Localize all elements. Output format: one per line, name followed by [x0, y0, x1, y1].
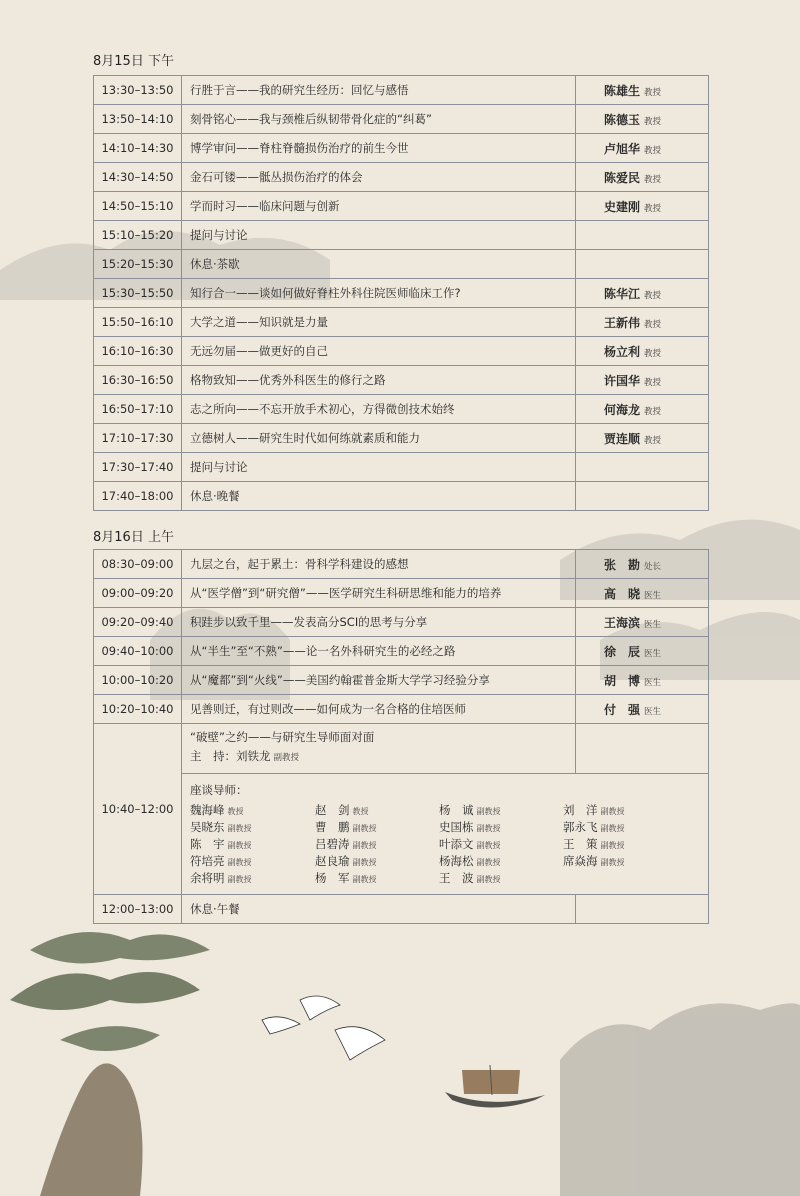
session-speaker — [576, 637, 709, 666]
speaker-name: 卢旭华 — [604, 141, 641, 156]
mentors-label: 座谈导师： — [190, 783, 248, 797]
session-topic: 积跬步以致千里——发表高分SCI的思考与分享 — [182, 608, 576, 637]
mentor-item — [563, 802, 673, 818]
session-speaker — [576, 279, 709, 308]
session-time: 17:30–17:40 — [94, 453, 182, 482]
session-speaker — [576, 250, 709, 279]
mentor-title: 副教授 — [476, 807, 501, 816]
table-row — [94, 366, 709, 395]
section-title-aug16: 8月16日 上午 — [93, 530, 174, 545]
speaker-title: 医生 — [644, 590, 662, 601]
mentor-title: 副教授 — [476, 824, 501, 833]
mentor-title: 副教授 — [600, 858, 625, 867]
mentor-title: 副教授 — [476, 841, 501, 850]
session-topic: 志之所向——不忘开放手术初心，方得微创技术始终 — [182, 395, 576, 424]
session-topic: 休息·午餐 — [182, 895, 576, 924]
mentors-cell — [182, 774, 709, 895]
session-speaker — [576, 579, 709, 608]
speaker-title: 医生 — [644, 619, 662, 630]
table-row — [94, 308, 709, 337]
table-row — [94, 76, 709, 105]
mentor-name: 魏海峰 — [190, 803, 225, 817]
session-time: 08:30–09:00 — [94, 550, 182, 579]
session-speaker — [576, 105, 709, 134]
session-time: 12:00–13:00 — [94, 895, 182, 924]
session-speaker — [576, 895, 709, 924]
mentor-name: 吴晓东 — [190, 820, 225, 834]
mentor-item — [563, 836, 673, 852]
mentor-title: 教授 — [227, 807, 244, 816]
session-time: 15:20–15:30 — [94, 250, 182, 279]
mentor-name: 王 策 — [563, 837, 598, 851]
session-topic: 从“魔都”到“火线”——美国约翰霍普金斯大学学习经验分享 — [182, 666, 576, 695]
speaker-title: 教授 — [644, 145, 662, 156]
session-time: 14:30–14:50 — [94, 163, 182, 192]
session-time: 15:10–15:20 — [94, 221, 182, 250]
speaker-title: 医生 — [644, 648, 662, 659]
mentor-item — [439, 802, 563, 818]
mentor-title: 副教授 — [476, 875, 501, 884]
table-row — [94, 192, 709, 221]
host-label: 主 持： — [190, 749, 236, 763]
mentor-title: 副教授 — [227, 875, 252, 884]
mentor-name: 曹 鹏 — [315, 820, 350, 834]
session-time: 09:40–10:00 — [94, 637, 182, 666]
mentor-title: 副教授 — [227, 841, 252, 850]
mentor-name: 余将明 — [190, 871, 225, 885]
session-topic: 刻骨铭心——我与颈椎后纵韧带骨化症的“纠葛” — [182, 105, 576, 134]
mentor-name: 席焱海 — [563, 854, 598, 868]
speaker-title: 处长 — [644, 561, 662, 572]
speaker-title: 教授 — [644, 348, 662, 359]
mentor-title: 副教授 — [600, 841, 625, 850]
session-speaker — [576, 608, 709, 637]
mentor-title: 副教授 — [227, 824, 252, 833]
table-row — [94, 395, 709, 424]
speaker-name: 贾连顺 — [604, 431, 641, 446]
mentor-item — [190, 853, 315, 869]
speaker-title: 教授 — [644, 87, 662, 98]
session-topic: 金石可镂——骶丛损伤治疗的体会 — [182, 163, 576, 192]
session-time: 14:50–15:10 — [94, 192, 182, 221]
session-speaker — [576, 395, 709, 424]
speaker-name: 陈华江 — [604, 286, 641, 301]
panel-topic-cell — [182, 724, 576, 774]
table-row — [94, 221, 709, 250]
mentor-item — [439, 819, 563, 835]
mentor-item — [439, 836, 563, 852]
mentor-name: 杨 军 — [315, 871, 350, 885]
mentor-item — [190, 802, 315, 818]
speaker-name: 何海龙 — [604, 402, 641, 417]
table-row — [94, 579, 709, 608]
mentor-title: 副教授 — [352, 858, 377, 867]
table-row — [94, 105, 709, 134]
speaker-name: 陈雄生 — [604, 83, 641, 98]
table-row — [94, 637, 709, 666]
session-topic: 九层之台，起于累土：骨科学科建设的感想 — [182, 550, 576, 579]
session-topic: 休息·晚餐 — [182, 482, 576, 511]
mentor-name: 王 波 — [439, 871, 474, 885]
speaker-title: 教授 — [644, 174, 662, 185]
section-title-aug15: 8月15日 下午 — [93, 54, 174, 69]
speaker-name: 史建刚 — [604, 199, 641, 214]
session-topic: 见善则迁，有过则改——如何成为一名合格的住培医师 — [182, 695, 576, 724]
mentor-name: 赵 剑 — [315, 803, 350, 817]
session-speaker — [576, 366, 709, 395]
mentor-grid — [190, 802, 700, 886]
speaker-name: 杨立利 — [604, 344, 641, 359]
speaker-name: 陈爱民 — [604, 170, 641, 185]
session-time: 16:30–16:50 — [94, 366, 182, 395]
table-row — [94, 608, 709, 637]
table-row — [94, 666, 709, 695]
session-topic: 提问与讨论 — [182, 453, 576, 482]
table-row — [94, 279, 709, 308]
table-row — [94, 895, 709, 924]
speaker-title: 教授 — [644, 290, 662, 301]
mentor-title: 副教授 — [600, 807, 625, 816]
mentor-name: 符培亮 — [190, 854, 225, 868]
session-speaker — [576, 221, 709, 250]
panel-topic: “破壁”之约——与研究生导师面对面 — [190, 730, 375, 744]
speaker-name: 付 强 — [604, 702, 641, 717]
speaker-title: 教授 — [644, 377, 662, 388]
speaker-title: 教授 — [644, 116, 662, 127]
session-topic: 立德树人——研究生时代如何练就素质和能力 — [182, 424, 576, 453]
mentor-item — [315, 802, 439, 818]
schedule-table-aug15 — [93, 75, 709, 511]
speaker-title: 教授 — [644, 203, 662, 214]
mentor-item — [190, 836, 315, 852]
session-speaker — [576, 308, 709, 337]
session-topic: 休息·茶歇 — [182, 250, 576, 279]
mentor-name: 刘 洋 — [563, 803, 598, 817]
session-topic: 从“半生”至“不熟”——论一名外科研究生的必经之路 — [182, 637, 576, 666]
mentor-item — [563, 853, 673, 869]
table-row — [94, 453, 709, 482]
speaker-name: 高 晓 — [604, 586, 641, 601]
session-topic: 提问与讨论 — [182, 221, 576, 250]
session-topic: 行胜于言——我的研究生经历：回忆与感悟 — [182, 76, 576, 105]
session-speaker — [576, 192, 709, 221]
session-time: 16:10–16:30 — [94, 337, 182, 366]
session-speaker — [576, 482, 709, 511]
panel-speaker-cell — [576, 724, 709, 774]
session-topic: 知行合一——谈如何做好脊柱外科住院医师临床工作? — [182, 279, 576, 308]
panel-time: 10:40–12:00 — [94, 724, 182, 895]
session-time: 17:10–17:30 — [94, 424, 182, 453]
speaker-name: 胡 博 — [604, 673, 641, 688]
table-row — [94, 163, 709, 192]
speaker-name: 徐 辰 — [604, 644, 641, 659]
crane-birds-illustration — [262, 996, 385, 1060]
mentor-name: 赵良瑜 — [315, 854, 350, 868]
mentor-title: 副教授 — [352, 841, 377, 850]
speaker-name: 陈德玉 — [604, 112, 641, 127]
mentor-item — [190, 819, 315, 835]
session-time: 10:00–10:20 — [94, 666, 182, 695]
mentor-item — [439, 870, 563, 886]
host-title: 副教授 — [273, 753, 300, 763]
speaker-title: 医生 — [644, 677, 662, 688]
table-row — [94, 550, 709, 579]
session-topic: 格物致知——优秀外科医生的修行之路 — [182, 366, 576, 395]
speaker-title: 教授 — [644, 406, 662, 417]
mentor-name: 叶添文 — [439, 837, 474, 851]
speaker-title: 教授 — [644, 319, 662, 330]
session-speaker — [576, 695, 709, 724]
session-topic: 博学审问——脊柱脊髓损伤治疗的前生今世 — [182, 134, 576, 163]
session-time: 13:50–14:10 — [94, 105, 182, 134]
session-speaker — [576, 424, 709, 453]
table-row — [94, 134, 709, 163]
mentor-title: 教授 — [352, 807, 369, 816]
table-row — [94, 337, 709, 366]
speaker-name: 张 勘 — [604, 557, 641, 572]
mentor-item — [315, 819, 439, 835]
session-topic: 无远勿届——做更好的自己 — [182, 337, 576, 366]
speaker-title: 医生 — [644, 706, 662, 717]
mentor-title: 副教授 — [227, 858, 252, 867]
mentor-name: 郭永飞 — [563, 820, 598, 834]
mentor-title: 副教授 — [352, 875, 377, 884]
mentor-title: 副教授 — [352, 824, 377, 833]
speaker-title: 教授 — [644, 435, 662, 446]
speaker-name: 许国华 — [604, 373, 641, 388]
mentor-item — [439, 853, 563, 869]
mentor-item — [190, 870, 315, 886]
session-time: 13:30–13:50 — [94, 76, 182, 105]
mentor-name: 杨 诚 — [439, 803, 474, 817]
session-topic: 大学之道——知识就是力量 — [182, 308, 576, 337]
panel-host — [190, 748, 567, 764]
speaker-name: 王海滨 — [604, 615, 641, 630]
panel-row — [94, 724, 709, 774]
session-time: 14:10–14:30 — [94, 134, 182, 163]
session-speaker — [576, 453, 709, 482]
panel-mentors-row — [94, 774, 709, 895]
mentor-item — [315, 870, 439, 886]
session-speaker — [576, 550, 709, 579]
table-row — [94, 424, 709, 453]
session-time: 16:50–17:10 — [94, 395, 182, 424]
mentor-name: 史国栋 — [439, 820, 474, 834]
pine-tree-illustration — [10, 932, 210, 1196]
table-row — [94, 695, 709, 724]
speaker-name: 王新伟 — [604, 315, 641, 330]
session-time: 15:50–16:10 — [94, 308, 182, 337]
session-speaker — [576, 163, 709, 192]
mentor-item — [315, 836, 439, 852]
mentor-title: 副教授 — [476, 858, 501, 867]
session-time: 17:40–18:00 — [94, 482, 182, 511]
table-row — [94, 250, 709, 279]
mentor-name: 陈 宇 — [190, 837, 225, 851]
session-speaker — [576, 76, 709, 105]
session-time: 09:20–09:40 — [94, 608, 182, 637]
session-speaker — [576, 134, 709, 163]
session-time: 09:00–09:20 — [94, 579, 182, 608]
session-topic: 学而时习——临床问题与创新 — [182, 192, 576, 221]
host-name: 刘铁龙 — [236, 749, 271, 763]
session-time: 15:30–15:50 — [94, 279, 182, 308]
session-speaker — [576, 337, 709, 366]
session-speaker — [576, 666, 709, 695]
schedule-table-aug16 — [93, 549, 709, 924]
table-row — [94, 482, 709, 511]
mentor-name: 吕碧涛 — [315, 837, 350, 851]
mentor-item — [315, 853, 439, 869]
boat-illustration — [445, 1065, 545, 1108]
mentor-name: 杨海松 — [439, 854, 474, 868]
mentor-title: 副教授 — [600, 824, 625, 833]
mentor-item — [563, 819, 673, 835]
session-time: 10:20–10:40 — [94, 695, 182, 724]
session-topic: 从“医学僧”到“研究僧”——医学研究生科研思维和能力的培养 — [182, 579, 576, 608]
